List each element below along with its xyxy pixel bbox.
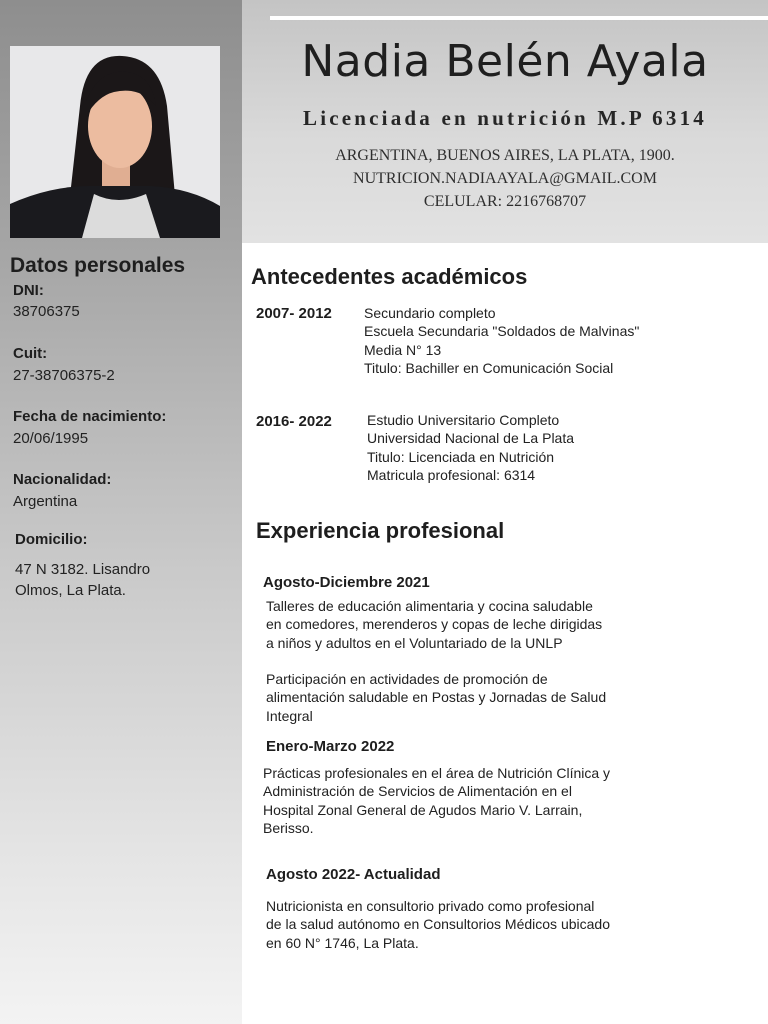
birthdate-value: 20/06/1995	[13, 430, 89, 447]
academic-entry-2-line: Estudio Universitario Completo	[367, 412, 560, 428]
contact-phone: CELULAR: 2216768707	[423, 193, 587, 210]
experience-period-2: Enero-Marzo 2022	[266, 738, 395, 755]
profile-photo	[10, 46, 220, 238]
personal-data-heading: Datos personales	[10, 254, 186, 277]
academic-entry-2	[367, 411, 574, 484]
birthdate-label: Fecha de nacimiento:	[13, 408, 167, 425]
experience-line: Prácticas profesionales en el área de Nutrición Clínica y	[263, 765, 611, 781]
experience-2-paragraph-1	[263, 764, 610, 837]
address-value-line-2: Olmos, La Plata.	[15, 582, 126, 599]
contact-email: NUTRICION.NADIAAYALA@GMAIL.COM	[353, 170, 657, 187]
experience-1-paragraph-1	[266, 597, 602, 652]
academic-years-1: 2007- 2012	[256, 305, 332, 322]
experience-3-paragraph-1	[266, 897, 610, 952]
experience-line: alimentación saludable en Postas y Jornadas de Salud	[266, 689, 607, 706]
academic-entry-1-line: Titulo: Bachiller en Comunicación Social	[364, 359, 614, 376]
nationality-label: Nacionalidad:	[13, 471, 112, 488]
experience-line: en comedores, merenderos y copas de leche dirigidas	[266, 616, 603, 633]
experience-line: de la salud autónomo en Consultorios Médicos ubicado	[266, 916, 610, 933]
experience-line: Administración de Servicios de Alimentación en el	[263, 783, 572, 800]
cuit-label: Cuit:	[13, 345, 48, 362]
academic-entry-1-line: Escuela Secundaria "Soldados de Malvinas"	[364, 323, 640, 340]
address-label: Domicilio:	[15, 531, 88, 548]
experience-line: Hospital Zonal General de Agudos Mario V. Larrain,	[263, 801, 583, 818]
academic-heading: Antecedentes académicos	[251, 264, 528, 289]
nationality-value: Argentina	[13, 493, 78, 510]
dni-label: DNI:	[13, 282, 44, 299]
academic-entry-2-line: Matricula profesional: 6314	[367, 466, 536, 483]
academic-entry-2-line: Universidad Nacional de La Plata	[367, 430, 575, 447]
cuit-value: 27-38706375-2	[13, 367, 115, 384]
experience-line: Integral	[266, 707, 313, 724]
experience-line: Nutricionista en consultorio privado como profesional	[266, 898, 595, 914]
experience-line: Berisso.	[263, 819, 314, 836]
contact-block	[242, 144, 768, 213]
professional-title: Licenciada en nutrición M.P 6314	[303, 106, 707, 130]
experience-line: Participación en actividades de promoción de	[266, 671, 548, 687]
academic-entry-1	[364, 304, 639, 377]
header-divider	[270, 16, 768, 20]
experience-period-1: Agosto-Diciembre 2021	[263, 574, 430, 591]
address-value-line-1: 47 N 3182. Lisandro	[15, 561, 151, 578]
experience-period-3: Agosto 2022- Actualidad	[266, 866, 441, 883]
academic-years-2: 2016- 2022	[256, 413, 332, 430]
academic-entry-1-line: Secundario completo	[364, 305, 496, 321]
experience-1-paragraph-2	[266, 670, 606, 725]
contact-address: ARGENTINA, BUENOS AIRES, LA PLATA, 1900.	[335, 147, 675, 164]
experience-line: Talleres de educación alimentaria y cocina saludable	[266, 598, 593, 614]
academic-entry-2-line: Titulo: Licenciada en Nutrición	[367, 448, 555, 465]
experience-line: en 60 N° 1746, La Plata.	[266, 934, 419, 951]
experience-line: a niños y adultos en el Voluntariado de la UNLP	[266, 634, 563, 651]
candidate-name: Nadia Belén Ayala	[301, 36, 709, 87]
dni-value: 38706375	[13, 303, 80, 320]
academic-entry-1-line: Media N° 13	[364, 341, 442, 358]
experience-heading: Experiencia profesional	[256, 518, 505, 543]
